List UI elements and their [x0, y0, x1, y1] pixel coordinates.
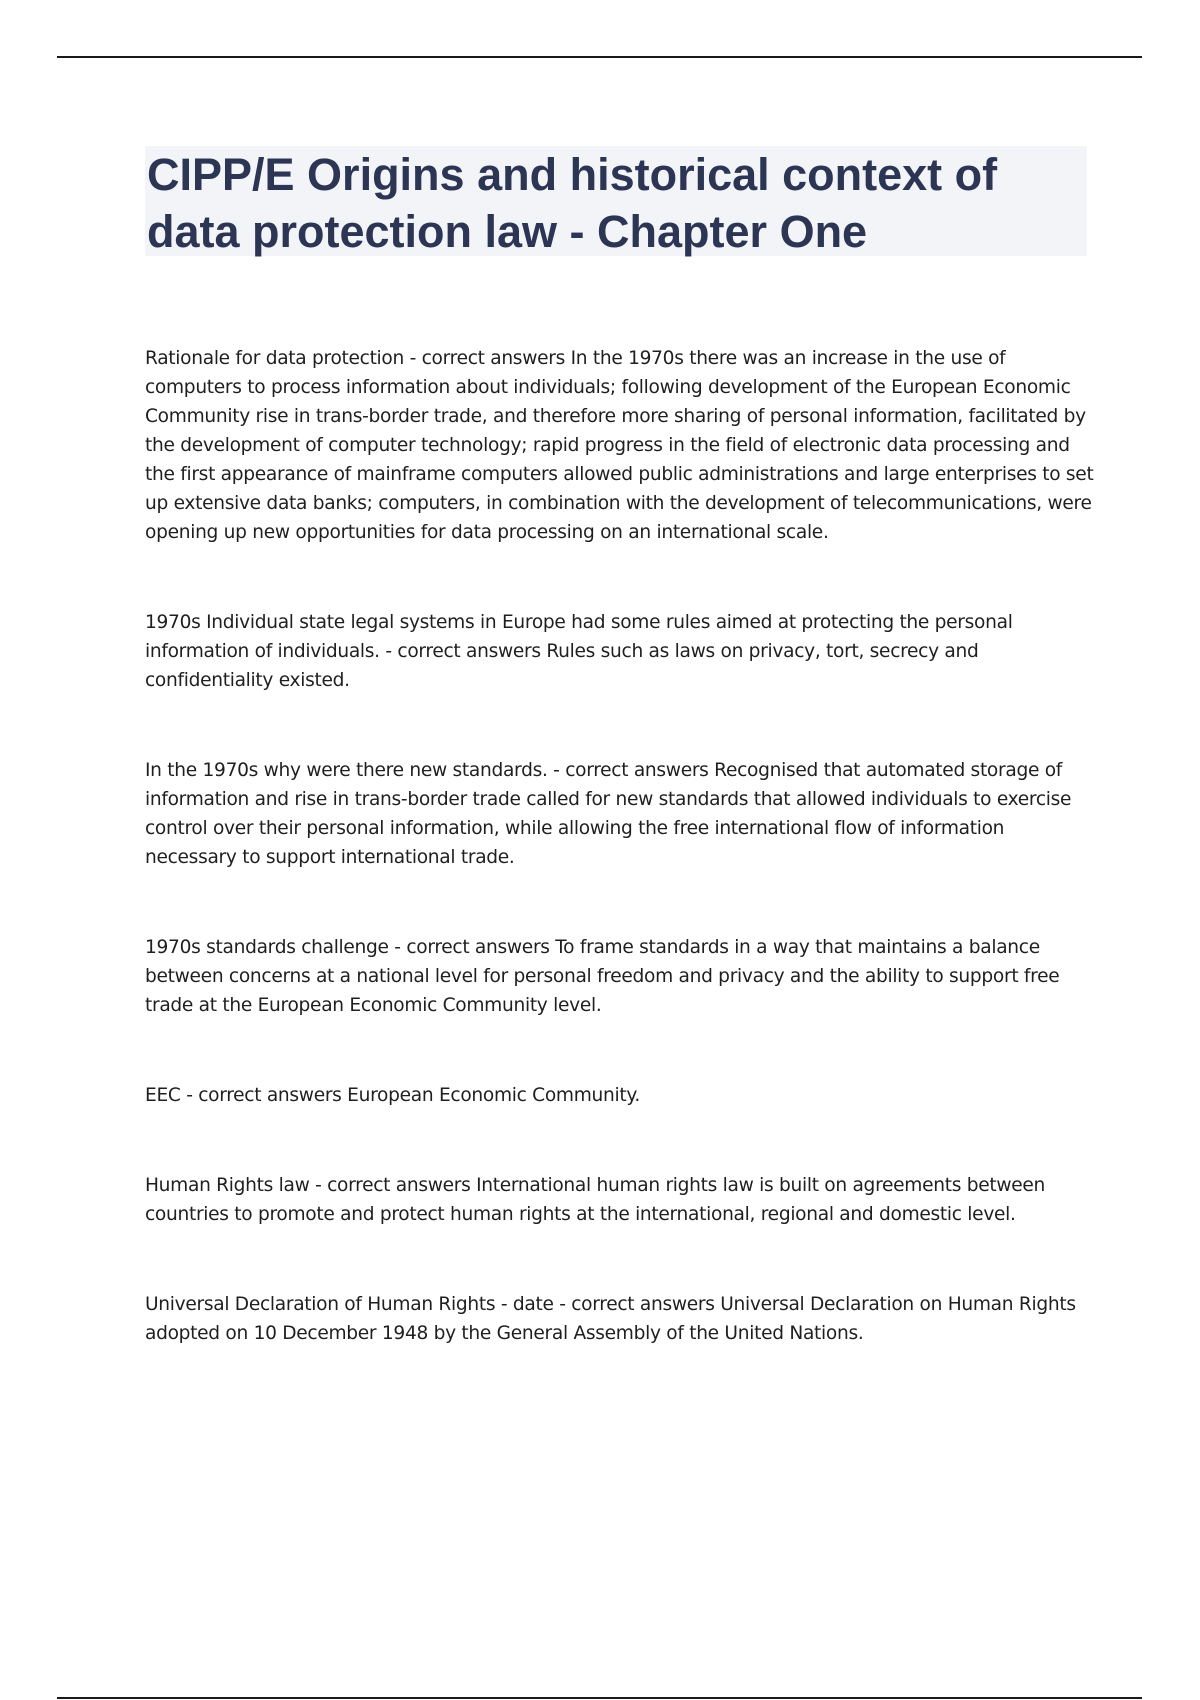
flashcard-entry-standards-challenge: 1970s standards challenge - correct answers To frame standards in a way that maintains a balance between concerns at a national level for personal freedom and privacy and the ability to support free trade at the European Economic Community level. — [145, 937, 1060, 1016]
page-title: CIPP/E Origins and historical context of data protection law - Chapter One — [147, 149, 998, 257]
title-block — [145, 146, 1087, 256]
flashcard-entry-rationale: Rationale for data protection - correct answers In the 1970s there was an increase in the use of computers to process information about individuals; following development of the European Economic Community rise in trans-border trade, and therefore more sharing of personal information, facilitated by the development of computer technology; rapid progress in the field of electronic data processing and the first appearance of mainframe computers allowed public administrations and large enterprises to set up extensive data banks; computers, in combination with the development of telecommunications, were opening up new opportunities for data processing on an international scale. — [145, 348, 1094, 543]
flashcard-entry-udhr-date: Universal Declaration of Human Rights - date - correct answers Universal Declaration on Human Rights adopted on 10 December 1948 by the General Assembly of the United Nations. — [145, 1294, 1076, 1344]
flashcard-entry-state-legal-systems: 1970s Individual state legal systems in Europe had some rules aimed at protecting the personal information of individuals. - correct answers Rules such as laws on privacy, tort, secrecy and confidentiality existed. — [145, 612, 1013, 691]
footer-divider — [57, 1697, 1142, 1699]
flashcard-entry-human-rights-law: Human Rights law - correct answers International human rights law is built on agreements between countries to promote and protect human rights at the international, regional and domestic level. — [145, 1175, 1046, 1225]
flashcard-list — [145, 344, 1095, 1348]
flashcard-entry-eec: EEC - correct answers European Economic Community. — [145, 1085, 641, 1106]
flashcard-entry-new-standards: In the 1970s why were there new standards. - correct answers Recognised that automated storage of information and rise in trans-border trade called for new standards that allowed individuals to exercise control over their personal information, while allowing the free international flow of information necessary to support international trade. — [145, 760, 1072, 868]
header-divider — [57, 56, 1142, 58]
